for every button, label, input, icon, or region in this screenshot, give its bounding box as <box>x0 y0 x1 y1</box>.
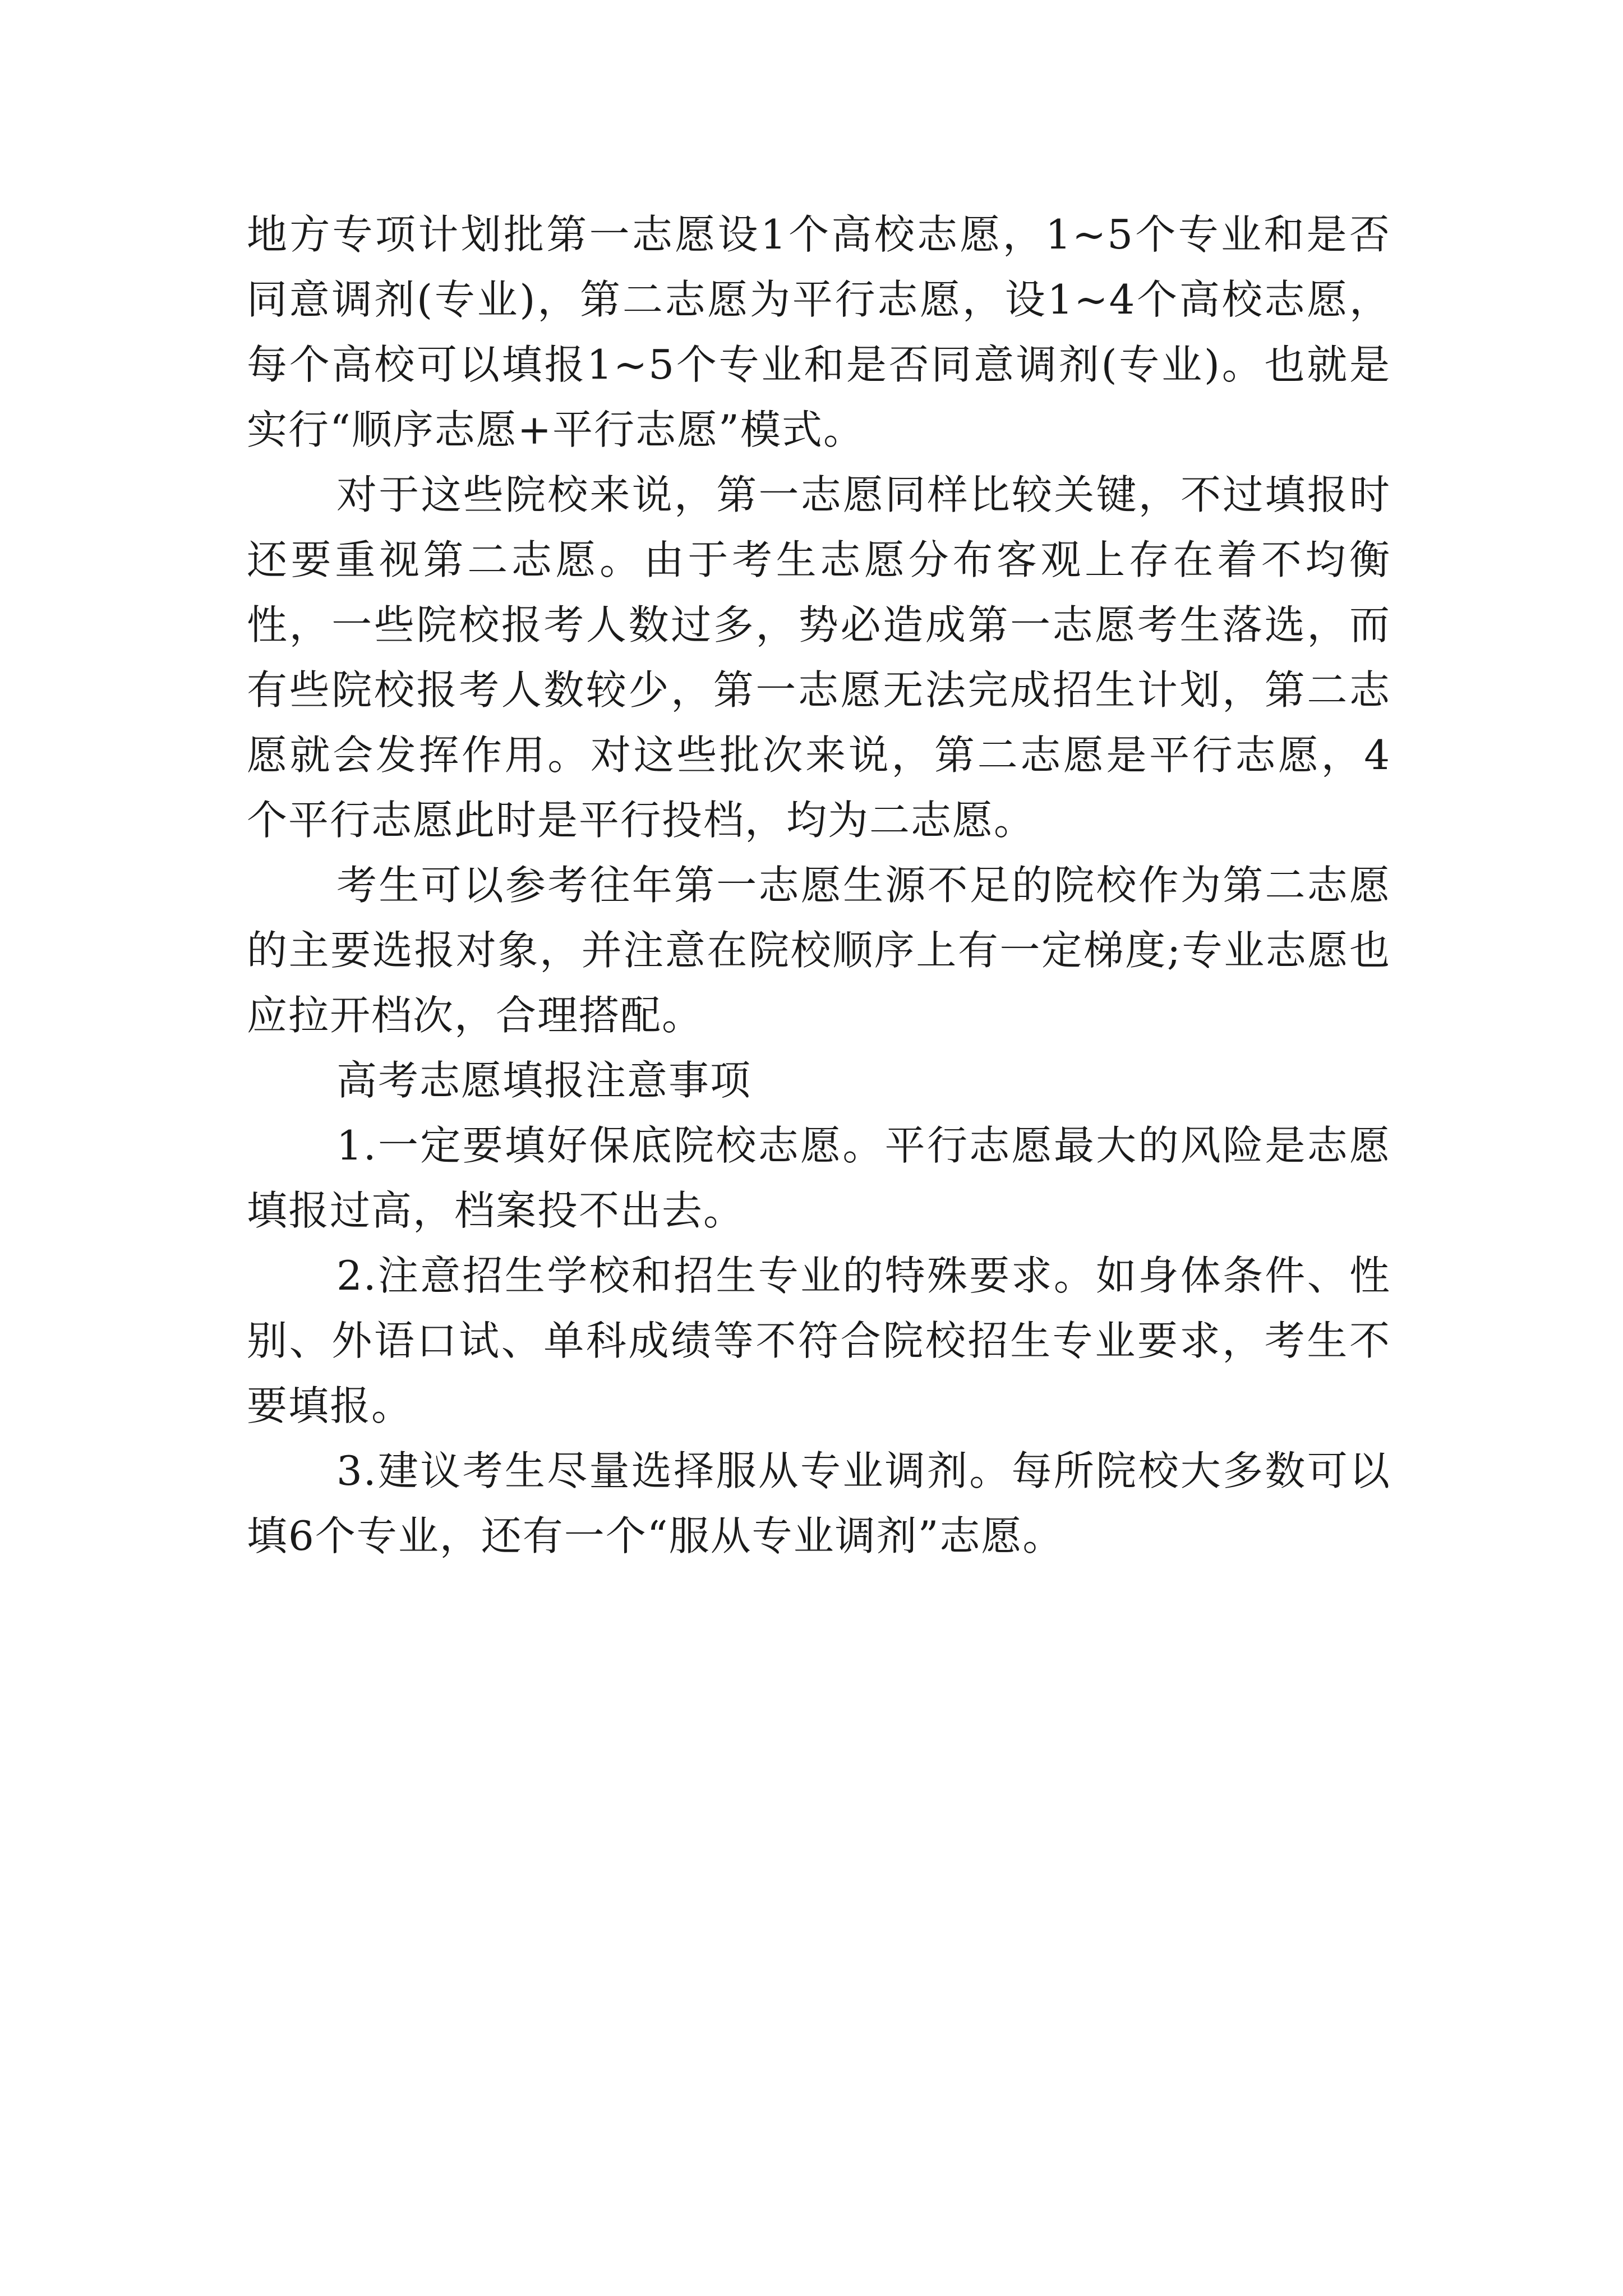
list-item-safety-choice: 1.一定要填好保底院校志愿。平行志愿最大的风险是志愿填报过高，档案投不出去。 <box>247 1122 1391 1234</box>
list-item-accept-adjustment: 3.建议考生尽量选择服从专业调剂。每所院校大多数可以填6个专业，还有一个“服从专业调剂”志愿。 <box>247 1447 1391 1559</box>
paragraph-second-choice-importance: 对于这些院校来说，第一志愿同样比较关键，不过填报时还要重视第二志愿。由于考生志愿分布客观上存在着不均衡性，一些院校报考人数过多，势必造成第一志愿考生落选，而有些院校报考人数较少，第一志愿无法完成招生计划，第二志愿就会发挥作用。对这些批次来说，第二志愿是平行志愿，4个平行志愿此时是平行投档，均为二志愿。 <box>247 471 1391 844</box>
list-item-special-requirements: 2.注意招生学校和招生专业的特殊要求。如身体条件、性别、外语口试、单科成绩等不符合院校招生专业要求，考生不要填报。 <box>247 1252 1391 1429</box>
section-heading: 高考志愿填报注意事项 <box>336 1057 752 1104</box>
paragraph-reference-advice: 考生可以参考往年第一志愿生源不足的院校作为第二志愿的主要选报对象，并注意在院校顺序上有一定梯度;专业志愿也应拉开档次，合理搭配。 <box>247 862 1391 1039</box>
document-body <box>247 202 1391 1568</box>
paragraph-local-special-plan: 地方专项计划批第一志愿设1个高校志愿，1~5个专业和是否同意调剂(专业)，第二志愿为平行志愿，设1~4个高校志愿，每个高校可以填报1~5个专业和是否同意调剂(专业)。也就是实行“顺序志愿+平行志愿”模式。 <box>247 211 1391 453</box>
